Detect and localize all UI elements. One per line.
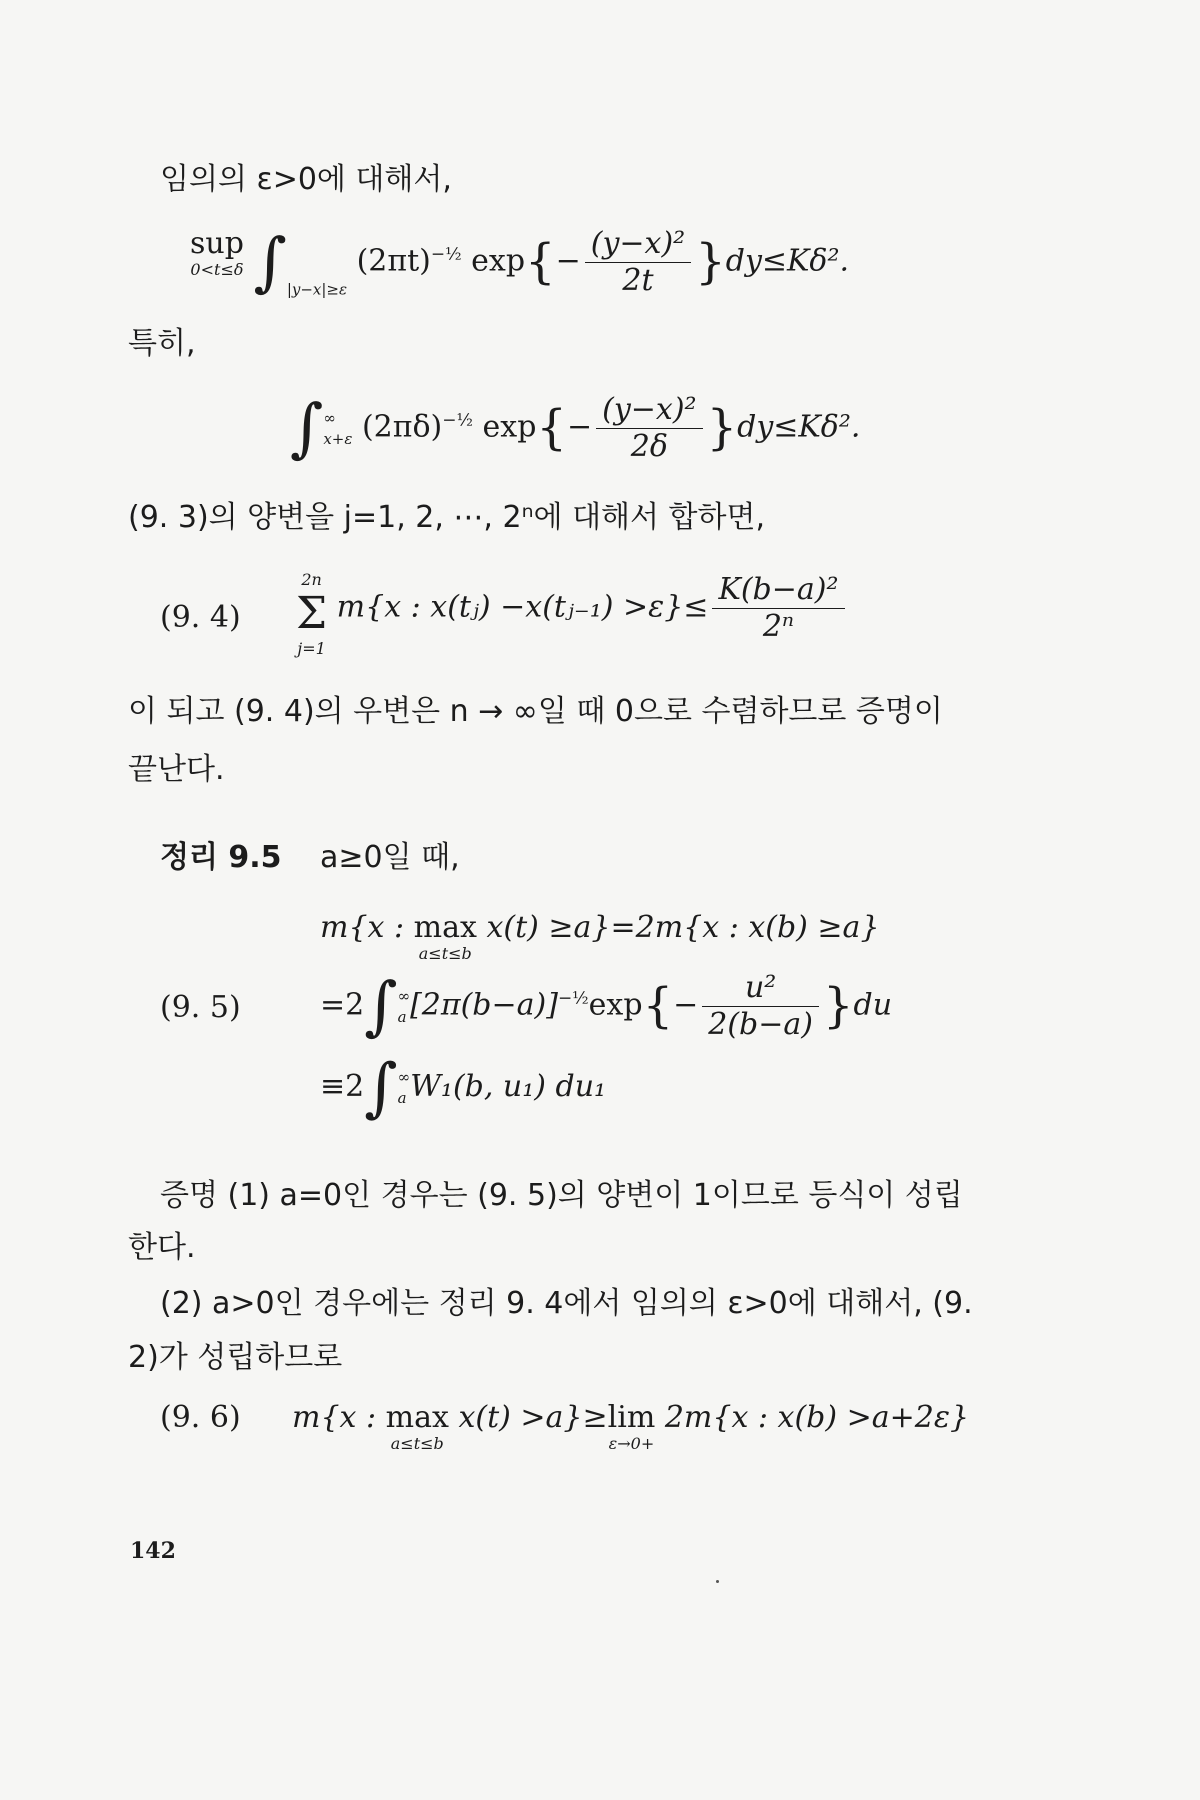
integral-sign: ∫ [253,225,287,300]
exponent: −½ [430,244,462,265]
equation-9-5-line3: ≡2∫ ∞ a W₁(b, u₁) du₁ [320,1051,607,1125]
fraction: $\frac{\text{(y−x)²}}{2t}$ [585,226,691,299]
equation-sup-integral: sup 0<t≤δ $\int_{|y-x|\ge\varepsilon}$ $(2\pi t)^{-\frac{1}{2}}$ exp{− $\frac{\text{(y−x)²}}{2t}$ }dy≤Kδ². [190,225,850,300]
exp-function: exp [482,409,537,445]
equation-label-9-4: (9. 4) [160,600,241,635]
convergence-text-line1: 이 되고 (9. 4)의 우변은 n → ∞일 때 0으로 수렴하므로 증명이 [128,694,943,729]
fraction: $\frac{\text{u²}}{2(b-a)}$ [702,970,819,1043]
page-number: 142 [130,1538,176,1564]
sum-operator: 2n Σ j=1 [296,570,328,658]
lim-operator: lim ε→0+ [607,1400,656,1453]
theorem-condition: a≥0일 때, [320,840,460,875]
equation-9-5-line2: =2∫ ∞ a $[2\pi(b-a)]^{-\frac{1}{2}}\exp\{-$ $\frac{\text{u²}}{2(b-a)}$ }du [320,969,893,1044]
equation-body: (2πt) [356,243,431,279]
convergence-text-line2: 끝난다. [128,752,225,787]
fraction: $\frac{\text{(y−x)²}}{2\delta}$ [596,392,702,465]
max-operator: max a≤t≤b [385,1400,449,1453]
integral-sign: ∫ [290,391,324,466]
equation-tail: dy≤Kδ². [725,243,850,279]
equation-tail: dy≤Kδ². [737,409,861,445]
exponent: −½ [442,410,473,431]
equation-9-4 [296,572,849,657]
especially-text: 특히, [128,326,196,361]
ink-speck [716,1580,719,1583]
sum-intro-text: (9. 3)의 양변을 j=1, 2, ⋯, 2ⁿ에 대해서 합하면, [128,500,766,535]
equation-integral-2: ∫ ∞ x+ε $(2\pi\delta)^{-\frac{1}{2}}$ exp{− $\frac{\text{(y−x)²}}{2\delta}$ }dy≤Kδ². [290,391,861,466]
proof-line3: (2) a>0인 경우에는 정리 9. 4에서 임의의 ε>0에 대해서, (9. [160,1286,973,1321]
integral-domain: |y−x|≥ε [286,280,348,299]
sup-operator: sup 0<t≤δ [190,226,244,279]
sum-body: m{x : x(tⱼ) −x(tⱼ₋₁) >ε}≤ [336,589,709,625]
exp-function: exp [471,243,526,279]
equation-label-9-5: (9. 5) [160,990,241,1025]
fraction: $\frac{\text{K(b−a)²}}{\text{2ⁿ}}$ [712,572,844,645]
equation-9-5-line1: m{x : max a≤t≤b x(t) ≥a}=2m{x : x(b) ≥a} [320,910,880,963]
equation-9-6: m{x : max a≤t≤b x(t) >a}≥lim ε→0+ 2m{x : x(b) >a+2ε} [292,1400,970,1453]
intro-text: 임의의 ε>0에 대해서, [160,162,452,197]
proof-line1: 증명 (1) a=0인 경우는 (9. 5)의 양변이 1이므로 등식이 성립 [160,1178,963,1213]
max-operator: max a≤t≤b [413,910,477,963]
equation-body: (2πδ) [361,409,443,445]
theorem-label: 정리 9.5 [160,840,282,875]
equation-label-9-6: (9. 6) [160,1400,241,1435]
proof-line2: 한다. [128,1230,196,1265]
proof-line4: 2)가 성립하므로 [128,1340,343,1375]
